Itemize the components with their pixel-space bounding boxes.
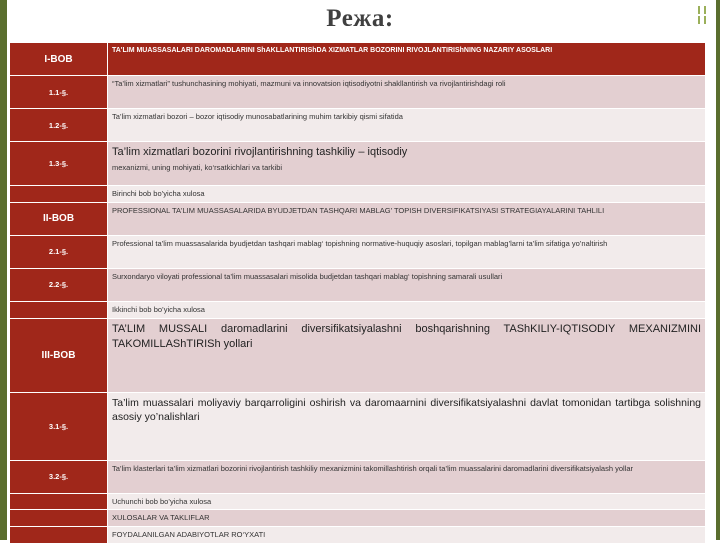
section-number: 1.2-§. xyxy=(10,109,108,142)
table-row xyxy=(10,493,706,510)
table-row xyxy=(10,142,706,186)
chapter-number: III-BOB xyxy=(10,318,108,392)
left-accent-strip xyxy=(0,0,7,540)
table-row xyxy=(10,527,706,544)
summary-label: Uchunchi bob bo’yicha xulosa xyxy=(108,493,706,510)
section-number: 3.2-§. xyxy=(10,460,108,493)
section-title xyxy=(108,142,706,186)
section-number: 2.2-§. xyxy=(10,268,108,301)
section-number: 2.1-§. xyxy=(10,235,108,268)
section-title: Professional ta’lim muassasalarida byudjetdan tashqari mablag‘ topishning normative-huquqiy asoslari, topilgan mablag’larni ta’lim sifatiga yo’naltirish xyxy=(108,235,706,268)
page-title: Режа: xyxy=(326,5,394,32)
table-row xyxy=(10,392,706,460)
table-row xyxy=(10,202,706,235)
table-row xyxy=(10,301,706,318)
chapter-title: PROFESSIONAL TA'LIM MUASSASALARIDA BYUDJETDAN TASHQARI MABLAG' TOPISH DIVERSIFIKATSIYASI STRATEGIAYALARINI TAHLILI xyxy=(108,202,706,235)
table-row xyxy=(10,186,706,203)
section-title: Ta’lim klasterlari ta’lim xizmatlari bozorini rivojlantirish tashkiliy mexanizmini takomillashtirish orqali ta’lim muassalarini daromadlarini diversifikatsiyalash yollar xyxy=(108,460,706,493)
section-title-main: Ta’lim xizmatlari bozorini rivojlantirishning tashkiliy – iqtisodiy xyxy=(112,146,408,158)
table-row xyxy=(10,109,706,142)
chapter-title: TA'LIM MUASSASALARI DAROMADLARINI ShAKLLANTIRIShDA XIZMATLAR BOZORINI RIVOJLANTIRIShNING NAZARIY ASOSLARI xyxy=(108,43,706,76)
section-number xyxy=(10,493,108,510)
conclusions-label: XULOSALAR VA TAKLIFLAR xyxy=(108,510,706,527)
chapter-title: TA’LIM MUSSALI daromadlarini diversifikatsiyalashni boshqarishning TAShKILIY-IQTISODIY MEXANIZMINI TAKOMILLAShTIRISh yollari xyxy=(108,318,706,392)
section-number: 1.1-§. xyxy=(10,76,108,109)
section-title: Surxondaryo viloyati professional ta’lim muassasalari misolida budjetdan tashqari mablag‘ topishning samarali usullari xyxy=(108,268,706,301)
section-number: 1.3-§. xyxy=(10,142,108,186)
section-title: Ta’lim xizmatlari bozori – bozor iqtisodiy munosabatlarining muhim tarkibiy qismi sifatida xyxy=(108,109,706,142)
section-number xyxy=(10,186,108,203)
summary-label: Birinchi bob bo’yicha xulosa xyxy=(108,186,706,203)
section-number xyxy=(10,510,108,527)
section-title: “Ta’lim xizmatlari” tushunchasining mohiyati, mazmuni va innovatsion iqtisodiyotni shakllantirish va rivojlantirishdagi roli xyxy=(108,76,706,109)
table-row xyxy=(10,318,706,392)
section-number xyxy=(10,527,108,544)
table-row xyxy=(10,510,706,527)
table-row xyxy=(10,43,706,76)
table-row xyxy=(10,76,706,109)
table-row xyxy=(10,235,706,268)
references-label: FOYDALANILGAN ADABIYOTLAR RO‘YXATI xyxy=(108,527,706,544)
section-number xyxy=(10,301,108,318)
section-number: 3.1-§. xyxy=(10,392,108,460)
summary-label: Ikkinchi bob bo’yicha xulosa xyxy=(108,301,706,318)
outline-table xyxy=(9,42,706,544)
table-row xyxy=(10,268,706,301)
table-row xyxy=(10,460,706,493)
chapter-number: I-BOB xyxy=(10,43,108,76)
right-accent-strip xyxy=(716,0,720,540)
section-title-sub: mexanizmi, uning mohiyati, ko‘rsatkichlari va tarkibi xyxy=(112,163,283,173)
section-title: Ta’lim muassalari moliyaviy barqarroligini oshirish va daromaarnini diversifikatsiyalashni davlat tomonidan tartibga solishning asosiy yo’nalishlari xyxy=(108,392,706,460)
chapter-number: II-BOB xyxy=(10,202,108,235)
